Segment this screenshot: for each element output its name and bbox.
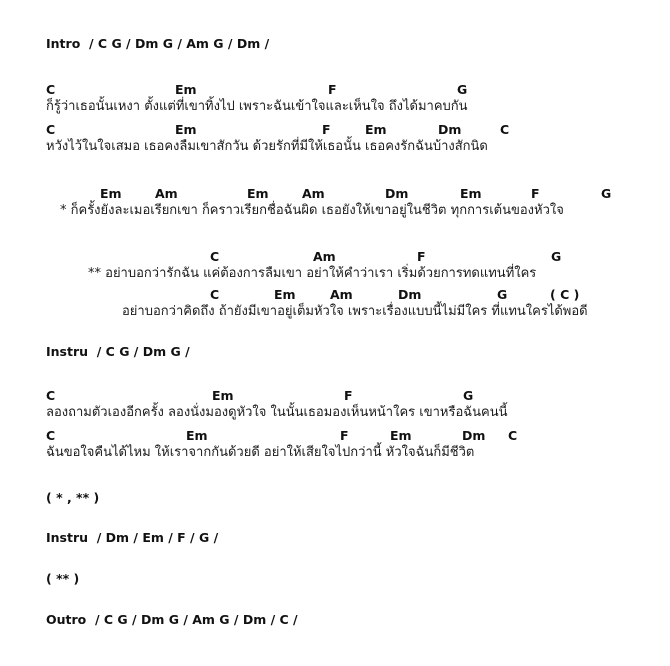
repeat-marker-repeat1: ( * , ** ) bbox=[46, 490, 100, 505]
repeat-marker-repeat2: ( ** ) bbox=[46, 571, 80, 586]
chord-line-verse1_line1 bbox=[0, 82, 670, 96]
chord-verse1_line1-0: C bbox=[46, 82, 56, 97]
chord-chorus2-1: Am bbox=[313, 249, 336, 264]
chord-verse2_line2-0: C bbox=[46, 428, 56, 443]
section-label-instru1: Instru bbox=[46, 344, 89, 359]
chord-verse1_line2-5: C bbox=[500, 122, 510, 137]
section-header-outro bbox=[46, 614, 670, 627]
chord-chorus1-6: F bbox=[531, 186, 540, 201]
chord-verse1_line2-2: F bbox=[322, 122, 331, 137]
lyric-line-verse1_line2: หวังไว้ในใจเสมอ เธอคงลืมเขาสักวัน ด้วยรักที่มีให้เธอนั้น เธอคงรักฉันบ้างสักนิด bbox=[46, 139, 488, 154]
chord-verse2_line2-4: Dm bbox=[462, 428, 486, 443]
chord-line-chorus1 bbox=[0, 186, 670, 200]
chord-chorus3-4: G bbox=[497, 287, 508, 302]
chord-chorus1-2: Em bbox=[247, 186, 269, 201]
chord-verse1_line2-1: Em bbox=[175, 122, 197, 137]
section-header-instru1 bbox=[46, 346, 670, 359]
chord-verse2_line1-3: G bbox=[463, 388, 474, 403]
chord-verse2_line1-0: C bbox=[46, 388, 56, 403]
chord-verse2_line2-3: Em bbox=[390, 428, 412, 443]
chord-chorus2-2: F bbox=[417, 249, 426, 264]
chord-line-chorus3 bbox=[0, 287, 670, 301]
chord-chorus1-3: Am bbox=[302, 186, 325, 201]
chord-chorus3-2: Am bbox=[330, 287, 353, 302]
chord-line-chorus2 bbox=[0, 249, 670, 263]
lyric-line-chorus3: อย่าบอกว่าคิดถึง ถ้ายังมีเขาอยู่เต็มหัวใจ เพราะเรื่องแบบนี้ไม่มีใคร ที่แทนใครได้พอดี bbox=[122, 304, 588, 319]
lyric-line-chorus2: ** อย่าบอกว่ารักฉัน แค่ต้องการลืมเขา อย่าให้คำว่าเรา เริ่มด้วยการทดแทนที่ใคร bbox=[88, 266, 537, 281]
section-label-instru2: Instru bbox=[46, 530, 89, 545]
section-progression-instru1: / C G / Dm G / bbox=[96, 344, 190, 359]
chord-line-verse1_line2 bbox=[0, 122, 670, 136]
lyric-line-verse1_line1: ก็รู้ว่าเธอนั้นเหงา ตั้งแต่ที่เขาทิ้งไป เพราะฉันเข้าใจและเห็นใจ ถึงได้มาคบกัน bbox=[46, 99, 468, 114]
chord-chorus2-3: G bbox=[551, 249, 562, 264]
chord-verse2_line2-5: C bbox=[508, 428, 518, 443]
chord-verse2_line2-1: Em bbox=[186, 428, 208, 443]
chord-verse2_line1-2: F bbox=[344, 388, 353, 403]
section-progression-outro: / C G / Dm G / Am G / Dm / C / bbox=[94, 612, 298, 627]
chord-verse1_line2-0: C bbox=[46, 122, 56, 137]
chord-chorus3-1: Em bbox=[274, 287, 296, 302]
chord-chorus3-3: Dm bbox=[398, 287, 422, 302]
chord-chorus2-0: C bbox=[210, 249, 220, 264]
chord-chorus1-7: G bbox=[601, 186, 612, 201]
chord-chorus1-5: Em bbox=[460, 186, 482, 201]
chord-chorus1-1: Am bbox=[155, 186, 178, 201]
lyric-line-verse2_line2: ฉันขอใจคืนได้ไหม ให้เราจากกันด้วยดี อย่าให้เสียใจไปกว่านี้ หัวใจฉันก็มีชีวิต bbox=[46, 445, 475, 460]
chord-verse2_line2-2: F bbox=[340, 428, 349, 443]
chord-verse1_line1-2: F bbox=[328, 82, 337, 97]
lyric-line-chorus1: * ก็ครั้งยังละเมอเรียกเขา ก็คราวเรียกชื่อฉันผิด เธอยังให้เขาอยู่ในชีวิต ทุกการเต้นของหัวใจ bbox=[60, 203, 564, 218]
section-label-intro: Intro bbox=[46, 36, 81, 51]
section-label-outro: Outro bbox=[46, 612, 87, 627]
lyric-line-verse2_line1: ลองถามตัวเองอีกครั้ง ลองนั่งมองดูหัวใจ ในนั้นเธอมองเห็นหน้าใคร เขาหรือฉันคนนี้ bbox=[46, 405, 508, 420]
chord-verse2_line1-1: Em bbox=[212, 388, 234, 403]
section-progression-intro: / C G / Dm G / Am G / Dm / bbox=[89, 36, 270, 51]
chord-chorus3-0: C bbox=[210, 287, 220, 302]
section-header-instru2 bbox=[46, 532, 670, 545]
section-progression-instru2: / Dm / Em / F / G / bbox=[96, 530, 219, 545]
chord-verse1_line1-3: G bbox=[457, 82, 468, 97]
chord-chorus1-0: Em bbox=[100, 186, 122, 201]
chord-verse1_line2-3: Em bbox=[365, 122, 387, 137]
chord-verse1_line1-1: Em bbox=[175, 82, 197, 97]
chord-chorus1-4: Dm bbox=[385, 186, 409, 201]
chord-line-verse2_line2 bbox=[0, 428, 670, 442]
section-header-intro bbox=[46, 38, 670, 51]
chord-chorus3-5: ( C ) bbox=[550, 287, 580, 302]
chord-verse1_line2-4: Dm bbox=[438, 122, 462, 137]
chord-line-verse2_line1 bbox=[0, 388, 670, 402]
